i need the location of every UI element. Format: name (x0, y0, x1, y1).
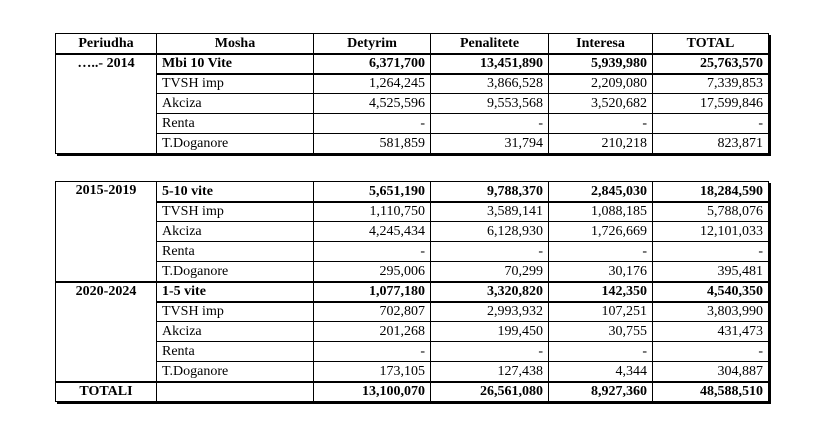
age-cell: 5-10 vite (157, 182, 314, 202)
row-label: TVSH imp (157, 302, 314, 322)
header-detyrim: Detyrim (314, 34, 431, 54)
table-row (56, 262, 769, 282)
row-label: Renta (157, 114, 314, 134)
table-row (56, 322, 769, 342)
row-label: Akciza (157, 322, 314, 342)
table-period-2014 (55, 33, 769, 154)
total-value: 7,339,853 (653, 74, 769, 94)
total-value: 823,871 (653, 134, 769, 154)
penalitete-value: 31,794 (431, 134, 549, 154)
detyrim-value: 1,077,180 (314, 282, 431, 302)
detyrim-value: 173,105 (314, 362, 431, 382)
row-label: TVSH imp (157, 74, 314, 94)
interesa-value: 210,218 (549, 134, 653, 154)
penalitete-value: - (431, 342, 549, 362)
detyrim-value: 201,268 (314, 322, 431, 342)
interesa-value: 1,726,669 (549, 222, 653, 242)
interesa-value: 107,251 (549, 302, 653, 322)
detyrim-value: - (314, 242, 431, 262)
total-value: - (653, 114, 769, 134)
grand-total-label: TOTALI (56, 382, 157, 402)
total-value: 4,540,350 (653, 282, 769, 302)
interesa-value: 30,755 (549, 322, 653, 342)
penalitete-value: 13,451,890 (431, 54, 549, 74)
row-label: T.Doganore (157, 362, 314, 382)
penalitete-value: - (431, 242, 549, 262)
row-label: Renta (157, 242, 314, 262)
period-cell: 2020-2024 (56, 282, 157, 382)
table-row (56, 94, 769, 114)
grand-total-total: 48,588,510 (653, 382, 769, 402)
interesa-value: 1,088,185 (549, 202, 653, 222)
penalitete-value: 127,438 (431, 362, 549, 382)
penalitete-value: 9,553,568 (431, 94, 549, 114)
total-value: - (653, 342, 769, 362)
penalitete-value: 3,589,141 (431, 202, 549, 222)
penalitete-value: 3,866,528 (431, 74, 549, 94)
detyrim-value: - (314, 114, 431, 134)
header-penalitete: Penalitete (431, 34, 549, 54)
row-label: Akciza (157, 94, 314, 114)
detyrim-value: 5,651,190 (314, 182, 431, 202)
detyrim-value: 581,859 (314, 134, 431, 154)
header-periudha: Periudha (56, 34, 157, 54)
summary-row (56, 282, 769, 302)
header-interesa: Interesa (549, 34, 653, 54)
total-value: 12,101,033 (653, 222, 769, 242)
penalitete-value: 199,450 (431, 322, 549, 342)
grand-total-empty (157, 382, 314, 402)
total-value: 5,788,076 (653, 202, 769, 222)
table-row (56, 114, 769, 134)
row-label: Akciza (157, 222, 314, 242)
detyrim-value: 702,807 (314, 302, 431, 322)
interesa-value: - (549, 342, 653, 362)
total-value: 17,599,846 (653, 94, 769, 114)
grand-total-interesa: 8,927,360 (549, 382, 653, 402)
period-cell: …..- 2014 (56, 54, 157, 154)
interesa-value: 5,939,980 (549, 54, 653, 74)
interesa-value: 2,209,080 (549, 74, 653, 94)
table-row (56, 74, 769, 94)
penalitete-value: 70,299 (431, 262, 549, 282)
header-row (56, 34, 769, 54)
table-row (56, 302, 769, 322)
interesa-value: - (549, 242, 653, 262)
total-value: 304,887 (653, 362, 769, 382)
header-mosha: Mosha (157, 34, 314, 54)
row-label: Renta (157, 342, 314, 362)
age-cell: 1-5 vite (157, 282, 314, 302)
table-row (56, 222, 769, 242)
total-value: - (653, 242, 769, 262)
detyrim-value: 1,264,245 (314, 74, 431, 94)
table-row (56, 134, 769, 154)
penalitete-value: - (431, 114, 549, 134)
interesa-value: 4,344 (549, 362, 653, 382)
total-value: 395,481 (653, 262, 769, 282)
summary-row (56, 182, 769, 202)
detyrim-value: - (314, 342, 431, 362)
penalitete-value: 3,320,820 (431, 282, 549, 302)
interesa-value: - (549, 114, 653, 134)
grand-total-penalitete: 26,561,080 (431, 382, 549, 402)
table-row (56, 362, 769, 382)
row-label: T.Doganore (157, 134, 314, 154)
table-row (56, 342, 769, 362)
total-value: 3,803,990 (653, 302, 769, 322)
total-value: 25,763,570 (653, 54, 769, 74)
interesa-value: 2,845,030 (549, 182, 653, 202)
detyrim-value: 4,245,434 (314, 222, 431, 242)
detyrim-value: 1,110,750 (314, 202, 431, 222)
penalitete-value: 6,128,930 (431, 222, 549, 242)
summary-row (56, 54, 769, 74)
interesa-value: 142,350 (549, 282, 653, 302)
penalitete-value: 9,788,370 (431, 182, 549, 202)
table-row (56, 202, 769, 222)
period-cell: 2015-2019 (56, 182, 157, 282)
row-label: TVSH imp (157, 202, 314, 222)
total-value: 18,284,590 (653, 182, 769, 202)
interesa-value: 3,520,682 (549, 94, 653, 114)
detyrim-value: 6,371,700 (314, 54, 431, 74)
age-cell: Mbi 10 Vite (157, 54, 314, 74)
header-total: TOTAL (653, 34, 769, 54)
total-value: 431,473 (653, 322, 769, 342)
row-label: T.Doganore (157, 262, 314, 282)
penalitete-value: 2,993,932 (431, 302, 549, 322)
detyrim-value: 295,006 (314, 262, 431, 282)
detyrim-value: 4,525,596 (314, 94, 431, 114)
interesa-value: 30,176 (549, 262, 653, 282)
table-period-2015-2024 (55, 181, 769, 402)
grand-total-row (56, 382, 769, 402)
grand-total-detyrim: 13,100,070 (314, 382, 431, 402)
table-row (56, 242, 769, 262)
